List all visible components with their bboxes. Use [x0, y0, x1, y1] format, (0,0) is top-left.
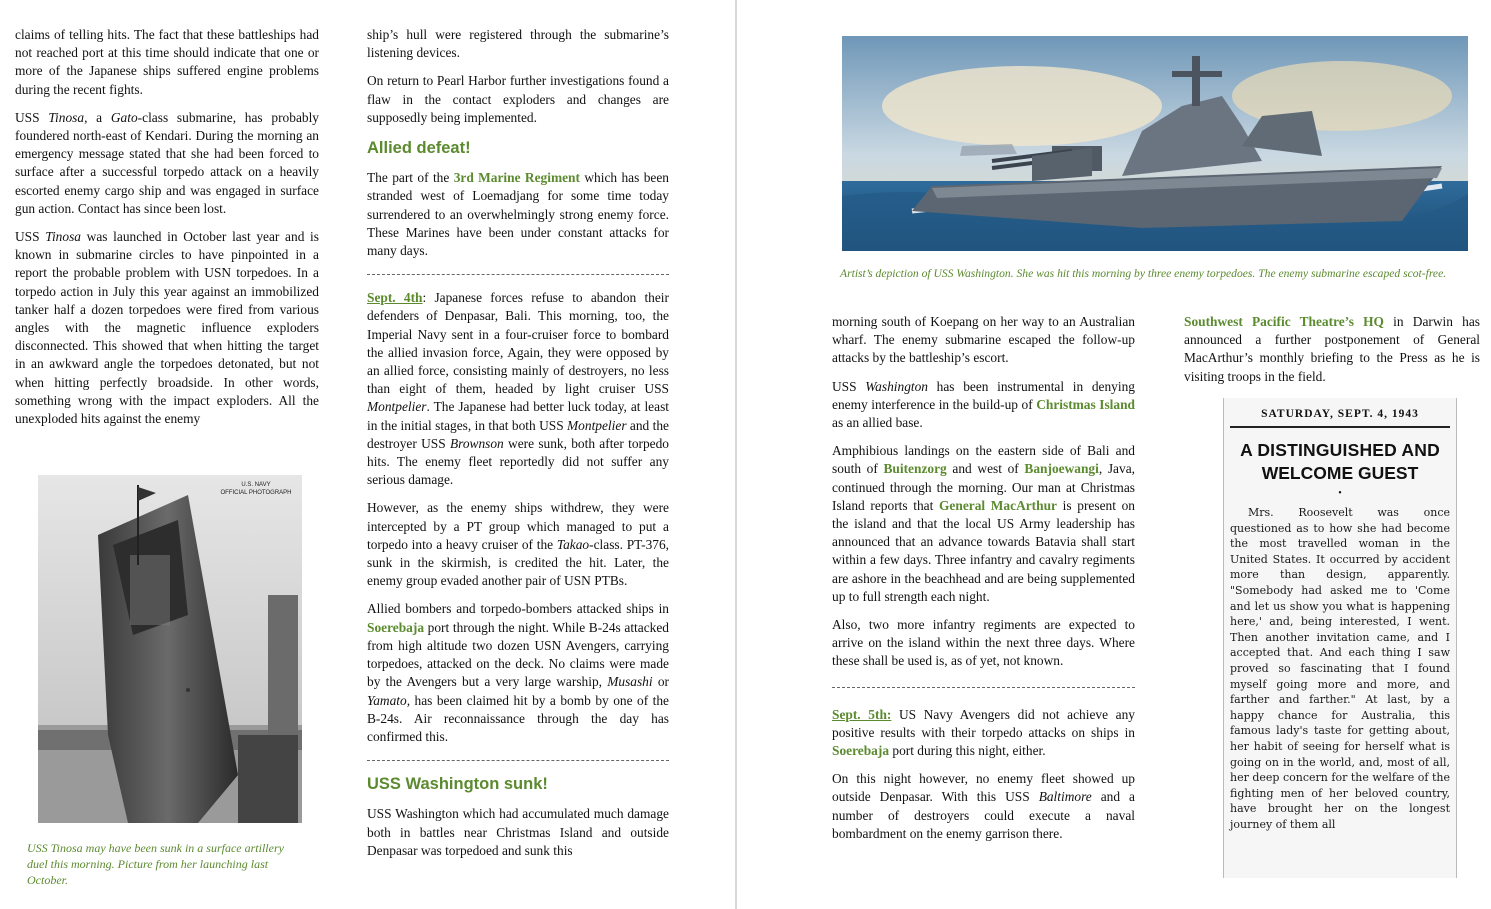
paragraph-amphibious-landings: Amphibious landings on the eastern side of Bali and south of Buitenzorg and west of Banjoewangi, Java, continued through the morning. Our man at Christmas Island reports that General MacArthur is present on the island and that the local US Army leadership has announced that an advance towards Batavia shall start within a few days. Three infantry and cavalry regiments are ashore in the beachhead and are being supplemented up to full strength each night. — [832, 443, 1135, 604]
headline-washington-sunk: USS Washington sunk! — [367, 775, 548, 794]
clipping-bullet: • — [1338, 488, 1342, 499]
headline-allied-defeat: Allied defeat! — [367, 139, 471, 158]
clipping-body: Mrs. Roosevelt was once questioned as to how she had become the most travelled woman in the United States. It occurred by accident more than design, apparently. "Somebody had asked me to 'Come and let us show you what is happening here,' and, being interested, I went. Then another invitation came, and I accepted that. And each thing I saw proved so fascinating that I found myself going more and more, and farther and farther." At last, by a happy chance for Australia, this famous lady's taste for getting about, her habit of seeing for herself what is going on in the world, and, most of all, her deep concern for the welfare of the fighting men of her beloved country, have brought her on the longest journey of them all — [1230, 506, 1450, 831]
paragraph-sept-5: Sept. 5th: US Navy Avengers did not achieve any positive results with their torpedo attacks on ships in Soerebaja port during this night, either. — [832, 706, 1135, 759]
banjoewangi-link[interactable]: Banjoewangi — [1024, 461, 1099, 477]
left-column-2 — [367, 26, 669, 870]
battleship-illustration — [842, 36, 1468, 251]
paragraph: claims of telling hits. The fact that these battleships had not reached port at this time should indicate that one or more of the Japanese ships suffered engine problems during the recent fights. — [15, 27, 319, 97]
right-column-2 — [1184, 313, 1480, 396]
soerebaja-link[interactable]: Soerebaja — [832, 743, 890, 759]
section-divider — [367, 274, 669, 275]
left-column-1 — [15, 26, 319, 438]
paragraph: On return to Pearl Harbor further investigations found a flaw in the contact exploders and changes are supposedly being implemented. — [367, 73, 669, 125]
paragraph-tinosa-history: USS Tinosa was launched in October last year and is known in submarine circles to have pinpointed in a report the probable problem with USN torpedoes. In a torpedo action in July this year against an immobilized tanker half a dozen torpedoes were fired from various angles with the magnetic influence exploders disconnected. This showed that when hitting the target in an awkward angle the torpedoes detonated, but not when hitting perfectly broadside. In other words, something wrong with the impact exploders. All the unexploded hits against the enemy — [15, 229, 319, 427]
paragraph-sept-4: Sept. 4th: Japanese forces refuse to abandon their defenders of Denpasar, Bali. This morning, too, the Imperial Navy sent in a four-cruiser force to bombard the allied invasion force, Again, they were opposed by an allied force, consisting mainly of destroyers, no less than eight of them, headed by light cruiser USS Montpelier. The Japanese had better luck today, at least in the initial stages, in that both USS Montpelier and the destroyer USS Brownson were sunk, both after torpedo hits. The enemy fleet reportedly did not suffer any serious damage. — [367, 290, 669, 488]
section-divider — [832, 687, 1135, 688]
submarine-launch-illustration — [38, 475, 302, 823]
submarine-launch-photo — [38, 475, 302, 823]
battleship-caption: Artist’s depiction of USS Washington. She was hit this morning by three enemy torpedoes. The enemy submarine escaped scot-free. — [840, 267, 1447, 280]
date-sept-5[interactable]: Sept. 5th: — [832, 706, 892, 722]
paragraph: morning south of Koepang on her way to an Australian wharf. The enemy submarine escaped the follow-up attacks by the battleship’s escort. — [832, 314, 1135, 366]
paragraph-marine-regiment: The part of the 3rd Marine Regiment which has been stranded west of Loemadjang for some time today surrendered to an overwhelmingly strong enemy force. These Marines have been under constant attacks for many days. — [367, 170, 669, 259]
general-macarthur-link[interactable]: General MacArthur — [939, 497, 1057, 513]
clipping-title-1: A DISTINGUISHED AND — [1240, 440, 1440, 460]
christmas-island-link[interactable]: Christmas Island — [1036, 396, 1135, 412]
clipping-date: SATURDAY, SEPT. 4, 1943 — [1230, 398, 1450, 428]
paragraph-hq: Southwest Pacific Theatre’s HQ in Darwin has announced a further postponement of General MacArthur’s monthly briefing to the Press as he is visiting troops in the field. — [1184, 314, 1480, 384]
paragraph-washington: USS Washington which had accumulated much damage both in battles near Christmas Island and outside Denpasar was torpedoed and sunk this — [367, 806, 669, 858]
soerebaja-link[interactable]: Soerebaja — [367, 619, 425, 635]
paragraph: Also, two more infantry regiments are expected to arrive on the island within the next three days. Where these shall be used is, as of yet, not known. — [832, 617, 1135, 669]
right-column-1 — [832, 313, 1135, 853]
paragraph-tinosa: USS Tinosa, a Gato-class submarine, has probably foundered north-east of Kendari. During the morning an emergency message stated that she had been forced to surface after a successful torpedo attack on a heavily escorted enemy cargo ship and was engaged in surface gun action. Contact has since been lost. — [15, 109, 319, 216]
paragraph-pt-group: However, as the enemy ships withdrew, they were intercepted by a PT group which managed to put a torpedo into a heavy cruiser of the Takao-class. PT-376, sunk in the skirmish, is credited the hit. Later, the enemy group evaded another pair of USN PTBs. — [367, 500, 670, 589]
clipping-title-2: WELCOME GUEST — [1261, 463, 1419, 483]
battleship-painting — [842, 36, 1468, 251]
right-page — [737, 0, 1491, 909]
official-photo-stamp: U.S. NAVY OFFICIAL PHOTOGRAPH — [220, 482, 292, 496]
paragraph-denpasar: On this night however, no enemy fleet showed up outside Denpasar. With this USS Baltimore and a number of destroyers could execute a naval bombardment on the enemy garrison there. — [832, 771, 1135, 841]
marine-regiment-link[interactable]: 3rd Marine Regiment — [453, 170, 580, 186]
newspaper-clipping — [1223, 398, 1457, 878]
southwest-pacific-hq-link[interactable]: Southwest Pacific Theatre’s HQ — [1184, 314, 1384, 329]
buitenzorg-link[interactable]: Buitenzorg — [883, 461, 947, 477]
submarine-photo-caption: USS Tinosa may have been sunk in a surface artillery duel this morning. Picture from her launching last October. — [27, 841, 284, 887]
date-sept-4[interactable]: Sept. 4th — [367, 290, 423, 306]
paragraph-washington-role: USS Washington has been instrumental in denying enemy interference in the build-up of Christmas Island as an allied base. — [832, 378, 1135, 431]
left-page — [0, 0, 735, 909]
section-divider — [367, 760, 669, 761]
paragraph-bombers: Allied bombers and torpedo-bombers attacked ships in Soerebaja port through the night. While B-24s attacked from high altitude two dozen USN Avengers, carrying torpedoes, attacked on the deck. No claims were made by the Avengers but a very large warship, Musashi or Yamato, has been claimed hit by a bomb by one of the B-24s. Air reconnaissance through the day has confirmed this. — [367, 601, 669, 744]
paragraph: ship’s hull were registered through the submarine’s listening devices. — [367, 27, 669, 61]
